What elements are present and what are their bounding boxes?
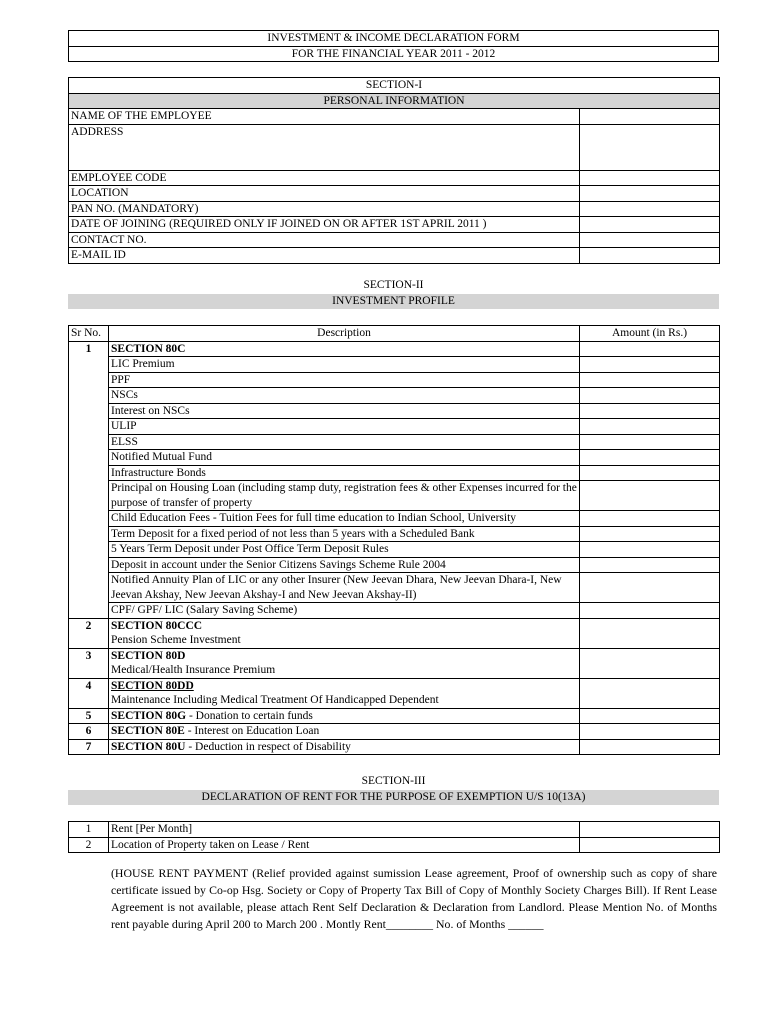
section1-label: SECTION-I bbox=[69, 78, 720, 94]
field-label: NAME OF THE EMPLOYEE bbox=[69, 109, 580, 125]
field-label: LOCATION bbox=[69, 186, 580, 202]
amount-input[interactable] bbox=[580, 419, 720, 435]
item-description: Infrastructure Bonds bbox=[109, 465, 580, 481]
pan-input[interactable] bbox=[580, 201, 720, 217]
amount-input[interactable] bbox=[580, 341, 720, 357]
field-label: CONTACT NO. bbox=[69, 232, 580, 248]
amount-input[interactable] bbox=[580, 526, 720, 542]
item-description bbox=[109, 678, 580, 708]
form-title: INVESTMENT & INCOME DECLARATION FORM bbox=[69, 31, 719, 47]
amount-input[interactable] bbox=[580, 648, 720, 678]
amount-input[interactable] bbox=[580, 434, 720, 450]
amount-input[interactable] bbox=[580, 573, 720, 603]
section-title: SECTION 80C bbox=[109, 341, 580, 357]
amount-input[interactable] bbox=[580, 557, 720, 573]
rent-table bbox=[68, 821, 720, 853]
field-label: PAN NO. (MANDATORY) bbox=[69, 201, 580, 217]
amount-input[interactable] bbox=[580, 618, 720, 648]
section-title: SECTION 80U bbox=[111, 740, 186, 753]
item-description bbox=[109, 648, 580, 678]
sr-number: 1 bbox=[69, 822, 109, 838]
item-description: Notified Mutual Fund bbox=[109, 450, 580, 466]
item-description bbox=[109, 708, 580, 724]
item-description: ULIP bbox=[109, 419, 580, 435]
item-description bbox=[109, 739, 580, 755]
item-text: Maintenance Including Medical Treatment Of Handicapped Dependent bbox=[111, 694, 439, 706]
field-label: ADDRESS bbox=[69, 124, 580, 170]
date-of-joining-input[interactable] bbox=[580, 217, 720, 233]
item-description: Notified Annuity Plan of LIC or any other Insurer (New Jeevan Dhara, New Jeevan Dhara-I, New Jeevan Akshay, New Jeevan Akshay-I and New Jeevan Akshay-II) bbox=[109, 573, 580, 603]
item-description: Deposit in account under the Senior Citizens Savings Scheme Rule 2004 bbox=[109, 557, 580, 573]
section-title: SECTION 80CCC bbox=[111, 619, 203, 632]
item-description: Term Deposit for a fixed period of not less than 5 years with a Scheduled Bank bbox=[109, 526, 580, 542]
item-text: Pension Scheme Investment bbox=[111, 634, 241, 646]
item-description: PPF bbox=[109, 372, 580, 388]
item-description: Interest on NSCs bbox=[109, 403, 580, 419]
item-description: LIC Premium bbox=[109, 357, 580, 373]
sr-number: 2 bbox=[69, 618, 109, 648]
form-header bbox=[68, 30, 719, 62]
sr-number: 2 bbox=[69, 837, 109, 853]
amount-input[interactable] bbox=[580, 372, 720, 388]
property-location-input[interactable] bbox=[580, 837, 720, 853]
item-description: Principal on Housing Loan (including stamp duty, registration fees & other Expenses incurred for the purpose of transfer of property bbox=[109, 481, 580, 511]
item-text: - Interest on Education Loan bbox=[184, 725, 320, 737]
location-input[interactable] bbox=[580, 186, 720, 202]
rent-amount-input[interactable] bbox=[580, 822, 720, 838]
item-description: ELSS bbox=[109, 434, 580, 450]
sr-number: 5 bbox=[69, 708, 109, 724]
section3-heading: DECLARATION OF RENT FOR THE PURPOSE OF EXEMPTION U/S 10(13A) bbox=[68, 790, 719, 805]
item-text: - Deduction in respect of Disability bbox=[185, 740, 351, 753]
section2-heading: INVESTMENT PROFILE bbox=[68, 294, 719, 309]
field-label: E-MAIL ID bbox=[69, 248, 580, 264]
section3-label: SECTION-III bbox=[361, 775, 426, 787]
employee-name-input[interactable] bbox=[580, 109, 720, 125]
section-title: SECTION 80E bbox=[111, 725, 185, 737]
employee-code-input[interactable] bbox=[580, 170, 720, 186]
amount-input[interactable] bbox=[580, 403, 720, 419]
item-text: Medical/Health Insurance Premium bbox=[111, 664, 276, 676]
amount-input[interactable] bbox=[580, 542, 720, 558]
item-description: 5 Years Term Deposit under Post Office Term Deposit Rules bbox=[109, 542, 580, 558]
item-description bbox=[109, 724, 580, 740]
amount-input[interactable] bbox=[580, 465, 720, 481]
section2-label: SECTION-II bbox=[363, 279, 424, 291]
item-description: NSCs bbox=[109, 388, 580, 404]
field-label: EMPLOYEE CODE bbox=[69, 170, 580, 186]
section-title: SECTION 80D bbox=[111, 649, 186, 662]
amount-input[interactable] bbox=[580, 708, 720, 724]
sr-number: 7 bbox=[69, 739, 109, 755]
amount-input[interactable] bbox=[580, 357, 720, 373]
form-subtitle: FOR THE FINANCIAL YEAR 2011 - 2012 bbox=[69, 46, 719, 62]
section1-heading: PERSONAL INFORMATION bbox=[69, 93, 720, 109]
section-title: SECTION 80G bbox=[111, 709, 187, 722]
field-label: DATE OF JOINING (REQUIRED ONLY IF JOINED ON OR AFTER 1ST APRIL 2011 ) bbox=[69, 217, 580, 233]
item-description: CPF/ GPF/ LIC (Salary Saving Scheme) bbox=[109, 603, 580, 619]
amount-input[interactable] bbox=[580, 739, 720, 755]
amount-input[interactable] bbox=[580, 511, 720, 527]
email-input[interactable] bbox=[580, 248, 720, 264]
item-description: Child Education Fees - Tuition Fees for full time education to Indian School, University bbox=[109, 511, 580, 527]
col-header-description: Description bbox=[109, 326, 580, 342]
item-text: - Donation to certain funds bbox=[186, 709, 313, 722]
address-input[interactable] bbox=[580, 124, 720, 170]
amount-input[interactable] bbox=[580, 724, 720, 740]
amount-input[interactable] bbox=[580, 603, 720, 619]
amount-input[interactable] bbox=[580, 481, 720, 511]
investment-table bbox=[68, 325, 720, 755]
item-description bbox=[109, 618, 580, 648]
sr-number: 3 bbox=[69, 648, 109, 678]
sr-number: 6 bbox=[69, 724, 109, 740]
amount-input[interactable] bbox=[580, 388, 720, 404]
sr-number: 4 bbox=[69, 678, 109, 708]
amount-input[interactable] bbox=[580, 450, 720, 466]
sr-number: 1 bbox=[69, 341, 109, 618]
col-header-amount: Amount (in Rs.) bbox=[580, 326, 720, 342]
section-title: SECTION 80DD bbox=[111, 679, 194, 692]
rent-note: (HOUSE RENT PAYMENT (Relief provided against sumission Lease agreement, Proof of ownership such as copy of share certificate issued by Co-op Hsg. Society or Copy of Property Tax Bill of Copy of Monthly Society Charges Bill). If Rent Lease Agreement is not available, please attach Rent Self Declaration & Declaration from Landlord. Please Mention No. of Months rent payable during April 200 to March 200 . Montly Rent________ No. of Months ______ bbox=[111, 866, 717, 931]
contact-input[interactable] bbox=[580, 232, 720, 248]
item-description: Location of Property taken on Lease / Rent bbox=[109, 837, 580, 853]
item-description: Rent [Per Month] bbox=[109, 822, 580, 838]
amount-input[interactable] bbox=[580, 678, 720, 708]
personal-info-table bbox=[68, 77, 720, 264]
col-header-sr: Sr No. bbox=[69, 326, 109, 342]
